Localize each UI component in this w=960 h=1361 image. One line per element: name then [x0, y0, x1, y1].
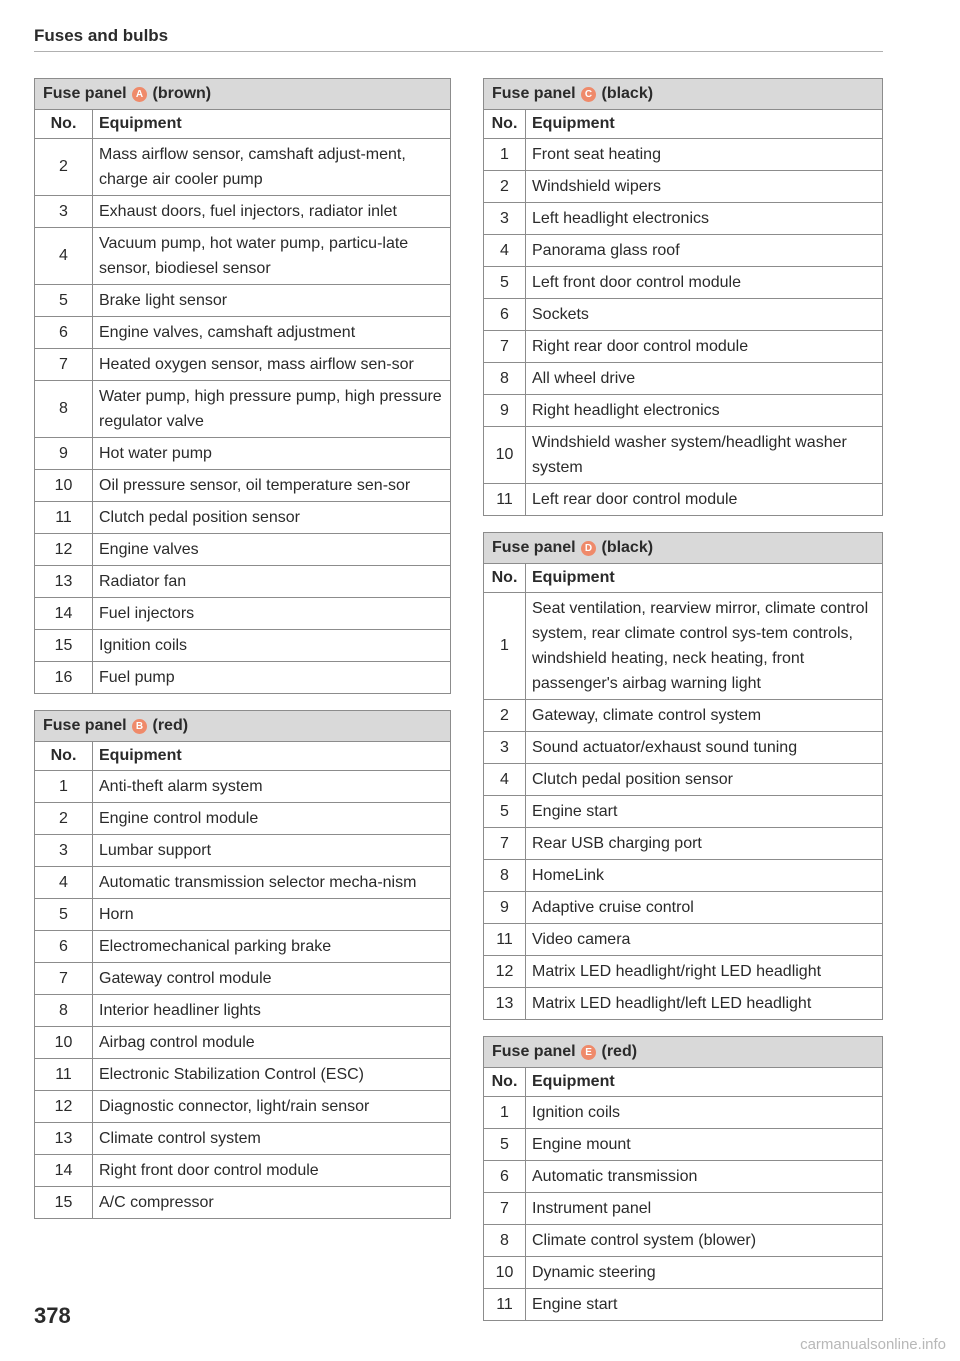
fuse-equipment: Windshield washer system/headlight washer system	[526, 427, 883, 484]
table-row	[484, 299, 883, 331]
table-row	[35, 1155, 451, 1187]
fuse-number: 10	[484, 427, 526, 484]
fuse-equipment: Engine start	[526, 796, 883, 828]
fuse-equipment: Matrix LED headlight/right LED headlight	[526, 956, 883, 988]
fuse-number: 10	[484, 1257, 526, 1289]
panel-label: Fuse panel	[492, 539, 576, 556]
table-row	[484, 395, 883, 427]
fuse-number: 4	[35, 228, 93, 285]
fuse-panel-b-title	[35, 711, 451, 742]
table-row	[484, 796, 883, 828]
table-row	[35, 381, 451, 438]
fuse-number: 7	[35, 349, 93, 381]
table-row	[35, 771, 451, 803]
fuse-equipment: Brake light sensor	[93, 285, 451, 317]
panel-label: Fuse panel	[43, 85, 127, 102]
fuse-equipment: Engine valves	[93, 534, 451, 566]
fuse-number: 8	[484, 363, 526, 395]
table-row	[484, 1225, 883, 1257]
fuse-number: 4	[484, 235, 526, 267]
fuse-equipment: Interior headliner lights	[93, 995, 451, 1027]
table-row	[484, 171, 883, 203]
table-row	[484, 1257, 883, 1289]
fuse-number: 9	[35, 438, 93, 470]
table-row	[35, 662, 451, 694]
table-row	[484, 732, 883, 764]
column-header-equipment: Equipment	[526, 564, 883, 593]
fuse-number: 7	[35, 963, 93, 995]
fuse-number: 6	[35, 931, 93, 963]
table-row	[484, 956, 883, 988]
fuse-number: 3	[484, 203, 526, 235]
table-row	[35, 598, 451, 630]
panel-color: (red)	[601, 1043, 638, 1060]
column-header-equipment: Equipment	[526, 110, 883, 139]
fuse-number: 15	[35, 630, 93, 662]
fuse-equipment: A/C compressor	[93, 1187, 451, 1219]
fuse-equipment: Engine valves, camshaft adjustment	[93, 317, 451, 349]
table-row	[35, 995, 451, 1027]
fuse-number: 1	[484, 593, 526, 700]
fuse-number: 8	[484, 860, 526, 892]
fuse-number: 12	[35, 534, 93, 566]
column-header-no: No.	[484, 1068, 526, 1097]
fuse-number: 8	[35, 381, 93, 438]
column-header-no: No.	[484, 110, 526, 139]
fuse-panel-e-title	[484, 1037, 883, 1068]
table-row	[484, 427, 883, 484]
fuse-equipment: Right rear door control module	[526, 331, 883, 363]
fuse-number: 13	[35, 1123, 93, 1155]
fuse-number: 4	[484, 764, 526, 796]
panel-letter-badge: B	[132, 719, 147, 734]
fuse-equipment: Clutch pedal position sensor	[526, 764, 883, 796]
table-row	[484, 828, 883, 860]
fuse-number: 11	[35, 502, 93, 534]
table-row	[35, 630, 451, 662]
table-row	[35, 835, 451, 867]
fuse-number: 11	[484, 924, 526, 956]
table-row	[35, 349, 451, 381]
table-header-row	[484, 564, 883, 593]
header-rule	[34, 51, 883, 52]
fuse-number: 5	[484, 796, 526, 828]
table-row	[35, 566, 451, 598]
page-number: 378	[34, 1303, 71, 1328]
fuse-equipment: Gateway control module	[93, 963, 451, 995]
fuse-panel-c-title	[484, 79, 883, 110]
fuse-number: 3	[35, 835, 93, 867]
fuse-number: 10	[35, 470, 93, 502]
table-row	[484, 235, 883, 267]
fuse-equipment: Seat ventilation, rearview mirror, climate control system, rear climate control sys-tem controls, windshield heating, neck heating, front passenger's airbag warning light	[526, 593, 883, 700]
fuse-equipment: Right headlight electronics	[526, 395, 883, 427]
fuse-panel-d-title	[484, 533, 883, 564]
table-row	[35, 931, 451, 963]
fuse-number: 1	[484, 1097, 526, 1129]
table-row	[35, 317, 451, 349]
fuse-number: 11	[484, 484, 526, 516]
fuse-number: 7	[484, 331, 526, 363]
fuse-number: 3	[35, 196, 93, 228]
table-row	[35, 1187, 451, 1219]
fuse-equipment: Engine control module	[93, 803, 451, 835]
fuse-equipment: HomeLink	[526, 860, 883, 892]
table-row	[35, 963, 451, 995]
fuse-number: 13	[35, 566, 93, 598]
fuse-equipment: Climate control system	[93, 1123, 451, 1155]
fuse-number: 14	[35, 1155, 93, 1187]
table-row	[35, 470, 451, 502]
fuse-panel-d-table	[483, 532, 883, 1020]
fuse-equipment: Vacuum pump, hot water pump, particu-late sensor, biodiesel sensor	[93, 228, 451, 285]
fuse-equipment: Electromechanical parking brake	[93, 931, 451, 963]
fuse-number: 16	[35, 662, 93, 694]
table-row	[35, 1059, 451, 1091]
table-row	[484, 267, 883, 299]
fuse-equipment: Sockets	[526, 299, 883, 331]
table-row	[484, 1193, 883, 1225]
table-row	[35, 1091, 451, 1123]
table-row	[35, 502, 451, 534]
fuse-equipment: Matrix LED headlight/left LED headlight	[526, 988, 883, 1020]
panel-color: (red)	[152, 717, 189, 734]
table-row	[484, 1097, 883, 1129]
fuse-number: 1	[35, 771, 93, 803]
table-row	[484, 1289, 883, 1321]
table-row	[35, 285, 451, 317]
fuse-number: 12	[35, 1091, 93, 1123]
table-row	[35, 899, 451, 931]
table-row	[35, 867, 451, 899]
fuse-equipment: Climate control system (blower)	[526, 1225, 883, 1257]
fuse-number: 11	[484, 1289, 526, 1321]
fuse-panel-a-table	[34, 78, 451, 694]
fuse-equipment: Airbag control module	[93, 1027, 451, 1059]
column-header-no: No.	[35, 742, 93, 771]
panel-color: (black)	[601, 539, 654, 556]
table-row	[484, 1129, 883, 1161]
table-row	[484, 363, 883, 395]
left-column	[34, 78, 451, 1235]
fuse-number: 3	[484, 732, 526, 764]
fuse-equipment: Adaptive cruise control	[526, 892, 883, 924]
fuse-number: 7	[484, 1193, 526, 1225]
fuse-panel-b-table	[34, 710, 451, 1219]
fuse-panel-a-title	[35, 79, 451, 110]
fuse-equipment: Sound actuator/exhaust sound tuning	[526, 732, 883, 764]
table-header-row	[35, 110, 451, 139]
fuse-number: 8	[35, 995, 93, 1027]
table-header-row	[35, 742, 451, 771]
watermark: carmanualsonline.info	[800, 1336, 946, 1353]
fuse-equipment: Gateway, climate control system	[526, 700, 883, 732]
fuse-equipment: Mass airflow sensor, camshaft adjust-ment, charge air cooler pump	[93, 139, 451, 196]
fuse-equipment: All wheel drive	[526, 363, 883, 395]
table-row	[484, 700, 883, 732]
fuse-equipment: Heated oxygen sensor, mass airflow sen-sor	[93, 349, 451, 381]
panel-label: Fuse panel	[492, 1043, 576, 1060]
table-row	[484, 892, 883, 924]
fuse-equipment: Hot water pump	[93, 438, 451, 470]
fuse-equipment: Automatic transmission selector mecha-nism	[93, 867, 451, 899]
table-row	[484, 139, 883, 171]
panel-letter-badge: C	[581, 87, 596, 102]
fuse-equipment: Panorama glass roof	[526, 235, 883, 267]
table-row	[35, 139, 451, 196]
fuse-equipment: Radiator fan	[93, 566, 451, 598]
fuse-number: 7	[484, 828, 526, 860]
column-header-equipment: Equipment	[93, 742, 451, 771]
fuse-number: 11	[35, 1059, 93, 1091]
fuse-number: 6	[35, 317, 93, 349]
table-row	[484, 924, 883, 956]
table-row	[484, 331, 883, 363]
table-row	[484, 860, 883, 892]
fuse-equipment: Lumbar support	[93, 835, 451, 867]
fuse-equipment: Engine mount	[526, 1129, 883, 1161]
fuse-number: 8	[484, 1225, 526, 1257]
fuse-number: 13	[484, 988, 526, 1020]
fuse-equipment: Ignition coils	[526, 1097, 883, 1129]
fuse-number: 6	[484, 299, 526, 331]
fuse-number: 5	[484, 1129, 526, 1161]
fuse-equipment: Dynamic steering	[526, 1257, 883, 1289]
fuse-equipment: Ignition coils	[93, 630, 451, 662]
fuse-number: 9	[484, 892, 526, 924]
fuse-number: 5	[35, 899, 93, 931]
column-header-no: No.	[484, 564, 526, 593]
fuse-equipment: Oil pressure sensor, oil temperature sen-sor	[93, 470, 451, 502]
fuse-number: 15	[35, 1187, 93, 1219]
panel-letter-badge: E	[581, 1045, 596, 1060]
panel-label: Fuse panel	[492, 85, 576, 102]
fuse-number: 2	[35, 139, 93, 196]
table-row	[35, 196, 451, 228]
table-row	[484, 1161, 883, 1193]
fuse-equipment: Rear USB charging port	[526, 828, 883, 860]
right-column	[483, 78, 883, 1337]
fuse-equipment: Clutch pedal position sensor	[93, 502, 451, 534]
fuse-number: 5	[484, 267, 526, 299]
fuse-equipment: Water pump, high pressure pump, high pressure regulator valve	[93, 381, 451, 438]
panel-color: (brown)	[152, 85, 212, 102]
fuse-number: 2	[484, 171, 526, 203]
fuse-equipment: Video camera	[526, 924, 883, 956]
fuse-equipment: Fuel pump	[93, 662, 451, 694]
table-row	[484, 764, 883, 796]
fuse-equipment: Anti-theft alarm system	[93, 771, 451, 803]
fuse-panel-c-table	[483, 78, 883, 516]
fuse-equipment: Right front door control module	[93, 1155, 451, 1187]
fuse-equipment: Diagnostic connector, light/rain sensor	[93, 1091, 451, 1123]
table-row	[484, 203, 883, 235]
table-header-row	[484, 110, 883, 139]
table-row	[484, 484, 883, 516]
fuse-number: 2	[35, 803, 93, 835]
fuse-number: 5	[35, 285, 93, 317]
panel-label: Fuse panel	[43, 717, 127, 734]
panel-color: (black)	[601, 85, 654, 102]
fuse-equipment: Left headlight electronics	[526, 203, 883, 235]
fuse-equipment: Left rear door control module	[526, 484, 883, 516]
column-header-equipment: Equipment	[526, 1068, 883, 1097]
fuse-equipment: Front seat heating	[526, 139, 883, 171]
fuse-equipment: Electronic Stabilization Control (ESC)	[93, 1059, 451, 1091]
table-row	[35, 228, 451, 285]
fuse-number: 4	[35, 867, 93, 899]
fuse-equipment: Horn	[93, 899, 451, 931]
fuse-equipment: Engine start	[526, 1289, 883, 1321]
fuse-number: 10	[35, 1027, 93, 1059]
fuse-equipment: Automatic transmission	[526, 1161, 883, 1193]
table-row	[35, 1027, 451, 1059]
fuse-equipment: Instrument panel	[526, 1193, 883, 1225]
table-row	[484, 988, 883, 1020]
table-row	[35, 534, 451, 566]
panel-letter-badge: D	[581, 541, 596, 556]
table-row	[484, 593, 883, 700]
fuse-number: 1	[484, 139, 526, 171]
column-header-no: No.	[35, 110, 93, 139]
column-header-equipment: Equipment	[93, 110, 451, 139]
fuse-equipment: Exhaust doors, fuel injectors, radiator inlet	[93, 196, 451, 228]
table-row	[35, 1123, 451, 1155]
fuse-number: 14	[35, 598, 93, 630]
fuse-equipment: Fuel injectors	[93, 598, 451, 630]
table-row	[35, 438, 451, 470]
fuse-number: 2	[484, 700, 526, 732]
fuse-equipment: Windshield wipers	[526, 171, 883, 203]
table-row	[35, 803, 451, 835]
fuse-equipment: Left front door control module	[526, 267, 883, 299]
panel-letter-badge: A	[132, 87, 147, 102]
table-header-row	[484, 1068, 883, 1097]
fuse-number: 9	[484, 395, 526, 427]
fuse-panel-e-table	[483, 1036, 883, 1321]
fuse-number: 6	[484, 1161, 526, 1193]
fuse-number: 12	[484, 956, 526, 988]
page-header: Fuses and bulbs	[34, 26, 169, 45]
